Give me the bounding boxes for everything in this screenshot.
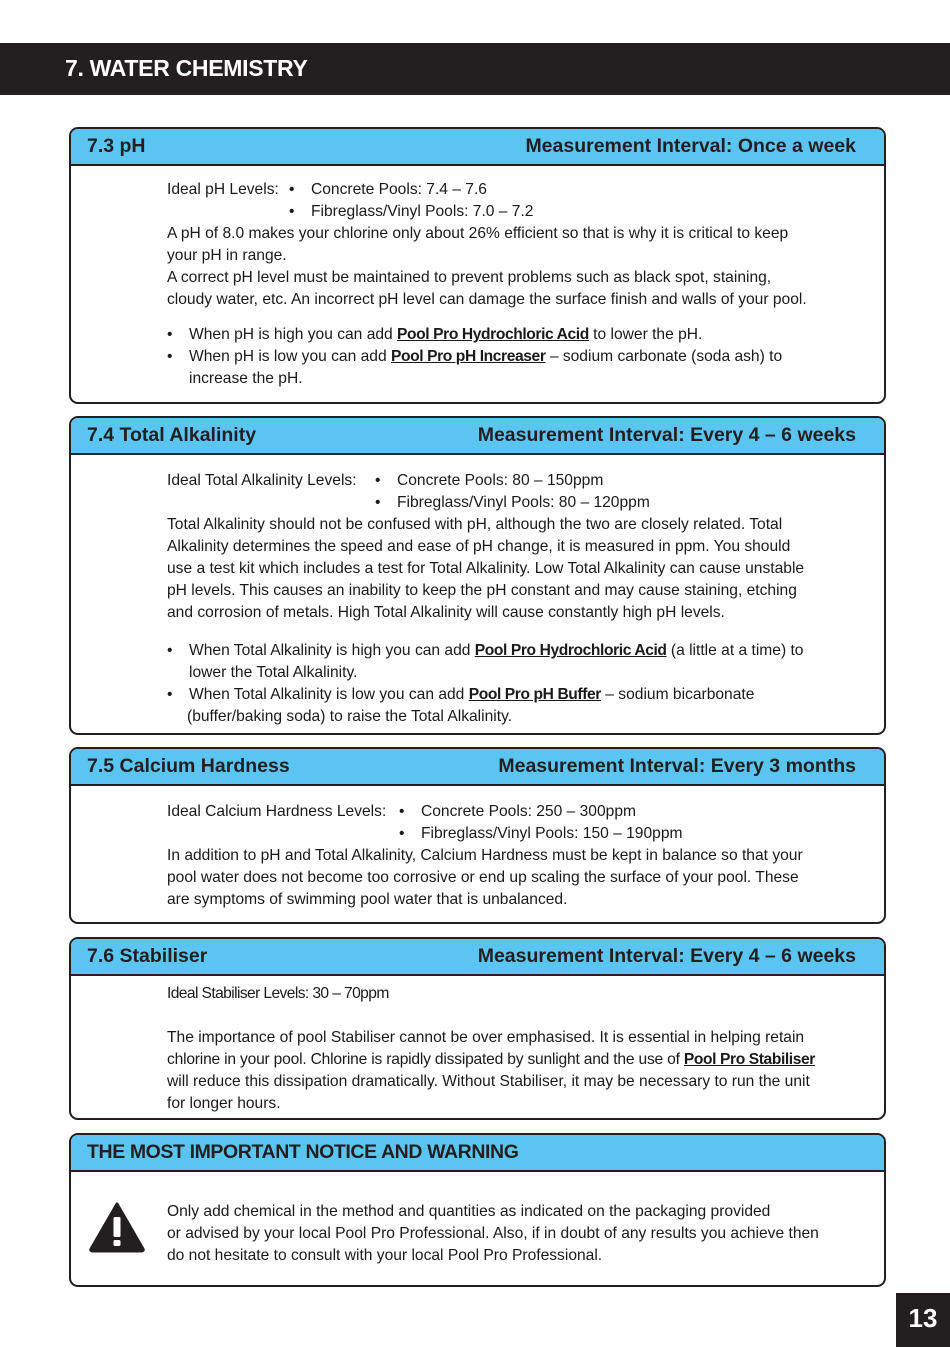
alkalinity-bullet-low-cont: (buffer/baking soda) to raise the Total Alkalinity.: [187, 708, 513, 725]
alkalinity-title: 7.4 Total Alkalinity: [87, 424, 257, 446]
alkalinity-section-header: [71, 418, 884, 455]
ph-bullet-low: When pH is low you can add Pool Pro pH Increaser – sodium carbonate (soda ash) to: [189, 348, 783, 365]
section-header: [0, 43, 950, 95]
product-link: Pool Pro Stabiliser: [683, 1051, 815, 1068]
alkalinity-bullet-high: When Total Alkalinity is high you can add Pool Pro Hydrochloric Acid (a little at a time) to: [189, 642, 804, 659]
product-link: Pool Pro pH Buffer: [468, 686, 601, 703]
alkalinity-para-line: Alkalinity determines the speed and ease of pH change, it is measured in ppm. You should: [167, 538, 791, 555]
warning-text-line: or advised by your local Pool Pro Professional. Also, if in doubt of any results you achieve then: [167, 1225, 819, 1242]
stabiliser-title: 7.6 Stabiliser: [87, 945, 208, 967]
calcium-para-line: In addition to pH and Total Alkalinity, Calcium Hardness must be kept in balance so that your: [167, 847, 803, 864]
bullet: •: [167, 642, 173, 659]
ph-section-header: [71, 129, 884, 166]
alkalinity-interval: Measurement Interval: Every 4 – 6 weeks: [477, 424, 856, 446]
alkalinity-bullet-low: When Total Alkalinity is low you can add Pool Pro pH Buffer – sodium bicarbonate: [189, 686, 755, 703]
page-number: 13: [908, 1303, 938, 1333]
calcium-ideal-concrete: Concrete Pools: 250 – 300ppm: [421, 803, 636, 820]
ph-para-line: cloudy water, etc. An incorrect pH level can damage the surface finish and walls of your pool.: [167, 291, 807, 308]
calcium-interval: Measurement Interval: Every 3 months: [498, 755, 856, 777]
alkalinity-ideal-concrete: Concrete Pools: 80 – 150ppm: [397, 472, 604, 489]
stabiliser-para-line: The importance of pool Stabiliser cannot be over emphasised. It is essential in helping retain: [167, 1029, 805, 1046]
ph-ideal-label: Ideal pH Levels:: [167, 181, 279, 198]
ph-bullet-high: When pH is high you can add Pool Pro Hydrochloric Acid to lower the pH.: [189, 326, 703, 343]
alkalinity-ideal-label: Ideal Total Alkalinity Levels:: [167, 472, 357, 489]
alkalinity-ideal-fibreglass: Fibreglass/Vinyl Pools: 80 – 120ppm: [397, 494, 650, 511]
bullet: •: [399, 803, 405, 820]
page-number-box: [896, 1293, 950, 1347]
ph-section: [69, 127, 886, 404]
warning-text-line: Only add chemical in the method and quantities as indicated on the packaging provided: [167, 1203, 771, 1220]
product-link: Pool Pro Hydrochloric Acid: [397, 326, 589, 343]
warning-text-line: do not hesitate to consult with your local Pool Pro Professional.: [167, 1247, 603, 1264]
bullet: •: [167, 326, 173, 343]
alkalinity-para-line: pH levels. This causes an inability to keep the pH constant and may cause staining, etching: [167, 582, 797, 599]
alkalinity-section: [69, 416, 886, 735]
stabiliser-para-line: will reduce this dissipation dramatically. Without Stabiliser, it may be necessary to run the unit: [167, 1073, 810, 1090]
product-link: Pool Pro pH Increaser: [390, 348, 546, 365]
calcium-ideal-fibreglass: Fibreglass/Vinyl Pools: 150 – 190ppm: [421, 825, 683, 842]
alkalinity-para-line: Total Alkalinity should not be confused with pH, although the two are closely related. Total: [167, 516, 783, 533]
warning-triangle-icon: [88, 1201, 146, 1253]
ph-para-line: your pH in range.: [167, 247, 287, 264]
bullet: •: [167, 686, 173, 703]
ph-ideal-fibreglass: Fibreglass/Vinyl Pools: 7.0 – 7.2: [311, 203, 534, 220]
stabiliser-section-header: [71, 939, 884, 976]
bullet: •: [399, 825, 405, 842]
stabiliser-para-line: for longer hours.: [167, 1095, 281, 1112]
calcium-section-header: [71, 749, 884, 786]
calcium-para-line: are symptoms of swimming pool water that is unbalanced.: [167, 891, 568, 908]
calcium-title: 7.5 Calcium Hardness: [87, 755, 290, 777]
bullet: •: [167, 348, 173, 365]
bullet: •: [375, 494, 381, 511]
ph-para-line: A correct pH level must be maintained to prevent problems such as black spot, staining,: [167, 269, 772, 286]
bullet: •: [375, 472, 381, 489]
stabiliser-ideal: Ideal Stabiliser Levels: 30 – 70ppm: [167, 985, 389, 1002]
calcium-para-line: pool water does not become too corrosive or end up scaling the surface of your pool. These: [167, 869, 799, 886]
alkalinity-bullet-high-cont: lower the Total Alkalinity.: [189, 664, 358, 681]
calcium-ideal-label: Ideal Calcium Hardness Levels:: [167, 803, 387, 820]
stabiliser-section: [69, 937, 886, 1120]
warning-section-header: [71, 1135, 884, 1172]
bullet: •: [289, 181, 295, 198]
warning-title: THE MOST IMPORTANT NOTICE AND WARNING: [87, 1141, 519, 1163]
warning-section: [69, 1133, 886, 1287]
section-title: 7. WATER CHEMISTRY: [65, 55, 308, 81]
ph-bullet-low-cont: increase the pH.: [189, 370, 303, 387]
stabiliser-interval: Measurement Interval: Every 4 – 6 weeks: [477, 945, 856, 967]
calcium-section: [69, 747, 886, 924]
ph-para-line: A pH of 8.0 makes your chlorine only about 26% efficient so that is why it is critical to keep: [167, 225, 789, 242]
alkalinity-para-line: use a test kit which includes a test for Total Alkalinity. Low Total Alkalinity can cause unstable: [167, 560, 805, 577]
product-link: Pool Pro Hydrochloric Acid: [474, 642, 667, 659]
alkalinity-para-line: and corrosion of metals. High Total Alkalinity will cause constantly high pH levels.: [167, 604, 725, 621]
stabiliser-para-line: chlorine in your pool. Chlorine is rapidly dissipated by sunlight and the use of Pool Pro Stabiliser: [167, 1051, 815, 1068]
ph-title: 7.3 pH: [87, 135, 146, 157]
ph-interval: Measurement Interval: Once a week: [525, 135, 856, 157]
ph-ideal-concrete: Concrete Pools: 7.4 – 7.6: [311, 181, 487, 198]
bullet: •: [289, 203, 295, 220]
